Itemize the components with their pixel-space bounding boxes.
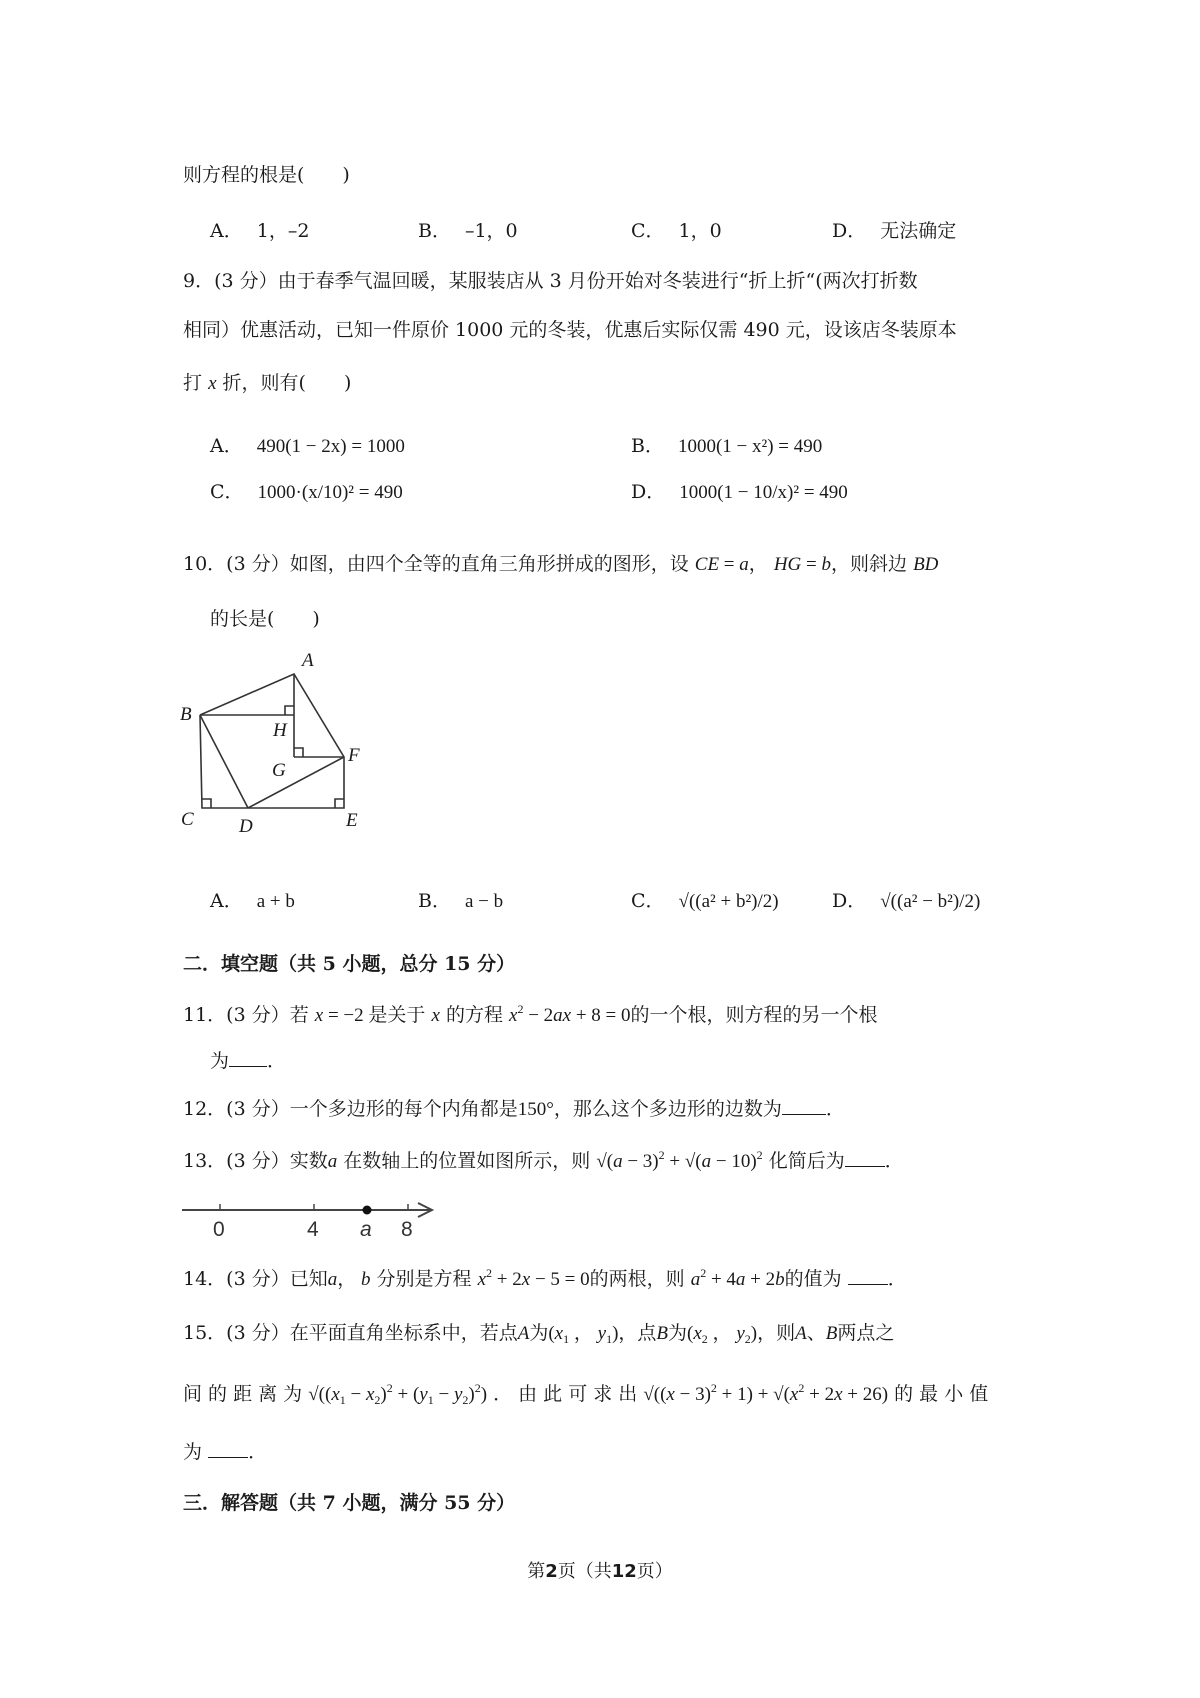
q15-line1: 15．(3 分）在平面直角坐标系中，若点A为($x_1$ ， $y_1$)，点B为($x_2$ ， $y_2$)，则A、B两点之: [183, 1322, 895, 1346]
q10-option-d: D． √((a² − b²)/2): [832, 890, 981, 912]
q9-option-d: D． 1000(1 − 10/x)² = 490: [631, 481, 848, 503]
q10-option-c-formula: √((a² + b²)/2): [678, 891, 779, 912]
label-A: A: [302, 650, 314, 671]
q10-option-a: A． a + b: [210, 890, 295, 912]
q10-line2: 的长是( ): [210, 608, 320, 630]
q9-option-a-formula: 490(1 − 2x) = 1000: [256, 436, 405, 457]
q8-option-d: D． 无法确定: [832, 220, 957, 242]
q9-line3: 打 x 折，则有( ): [183, 372, 352, 394]
q14-line: 14．(3 分）已知a， b 分别是方程 $x^2 + 2x - 5 = 0$的两根，则 $a^2 + 4a + 2b$的值为 ．: [183, 1266, 907, 1290]
q10-option-b: B． a − b: [418, 890, 504, 912]
q8-option-c: C． 1，0: [631, 220, 722, 242]
q13-number-line: [180, 1190, 440, 1240]
q10-option-a-formula: a + b: [256, 891, 295, 912]
q11-line1: 11．(3 分）若 x = −2 是关于 x 的方程 $x^2 - 2ax + 8 = 0$的一个根，则方程的另一个根: [183, 1002, 878, 1026]
q9-line2: 相同）优惠活动，已知一件原价 1000 元的冬装，优惠后实际仅需 490 元，设该店冬装原本: [183, 319, 957, 341]
q10-option-d-formula: √((a² − b²)/2): [880, 891, 981, 912]
q8-option-b: B． –1，0: [418, 220, 518, 242]
q9-option-b-formula: 1000(1 − x²) = 490: [677, 436, 823, 457]
q10-option-b-formula: a − b: [464, 891, 504, 912]
q10-line1: 10．(3 分）如图，由四个全等的直角三角形拼成的图形，设 CE = a， HG = b，则斜边 BD: [183, 553, 939, 575]
axis-label-0: 0: [213, 1218, 225, 1240]
q15-line2: 间 的 距 离 为 $√((x_1 - x_2)^2 + (y_1 - y_2)^2)$ ． 由 此 可 求 出 $√((x - 3)^2 + 1) + √(x^2 + 2x + 26)$ 的 最 小 值: [183, 1381, 989, 1407]
q9-option-d-formula: 1000(1 − 10/x)² = 490: [679, 482, 848, 503]
q10-figure: [178, 650, 378, 835]
q9-option-c-formula: 1000·(x/10)² = 490: [257, 482, 403, 503]
label-F: F: [348, 745, 360, 766]
q9-option-b: B． 1000(1 − x²) = 490: [631, 435, 823, 457]
axis-label-a: a: [360, 1218, 372, 1240]
q8-option-a: A． 1，–2: [210, 220, 310, 242]
q9-line1: 9．(3 分）由于春季气温回暖，某服装店从 3 月份开始对冬装进行“折上折“(两次打折数: [183, 270, 918, 292]
q13-line: 13．(3 分）实数a 在数轴上的位置如图所示，则 $√(a - 3)^2 + √(a - 10)^2$ 化简后为 ．: [183, 1148, 904, 1172]
q10-option-c: C． √((a² + b²)/2): [631, 890, 779, 912]
section2-title: 二．填空题（共 5 小题，总分 15 分）: [183, 953, 516, 975]
label-B: B: [180, 704, 192, 725]
label-G: G: [272, 760, 286, 781]
label-E: E: [346, 810, 358, 831]
q11-line2: 为 ．: [210, 1050, 287, 1072]
section3-title: 三．解答题（共 7 小题，满分 55 分）: [183, 1492, 516, 1514]
label-C: C: [181, 809, 194, 830]
q9-option-c: C． 1000·(x/10)² = 490: [210, 481, 403, 503]
q15-line3: 为 ．: [183, 1441, 268, 1463]
axis-label-8: 8: [401, 1218, 413, 1240]
q8-stem: 则方程的根是( ): [183, 164, 350, 186]
page-footer: 第2页（共12页）: [527, 1561, 673, 1582]
q12-line: 12．(3 分）一个多边形的每个内角都是150°，那么这个多边形的边数为 ．: [183, 1098, 845, 1120]
label-D: D: [239, 816, 253, 835]
label-H: H: [273, 720, 287, 741]
axis-label-4: 4: [307, 1218, 319, 1240]
q9-option-a: A． 490(1 − 2x) = 1000: [210, 435, 405, 457]
